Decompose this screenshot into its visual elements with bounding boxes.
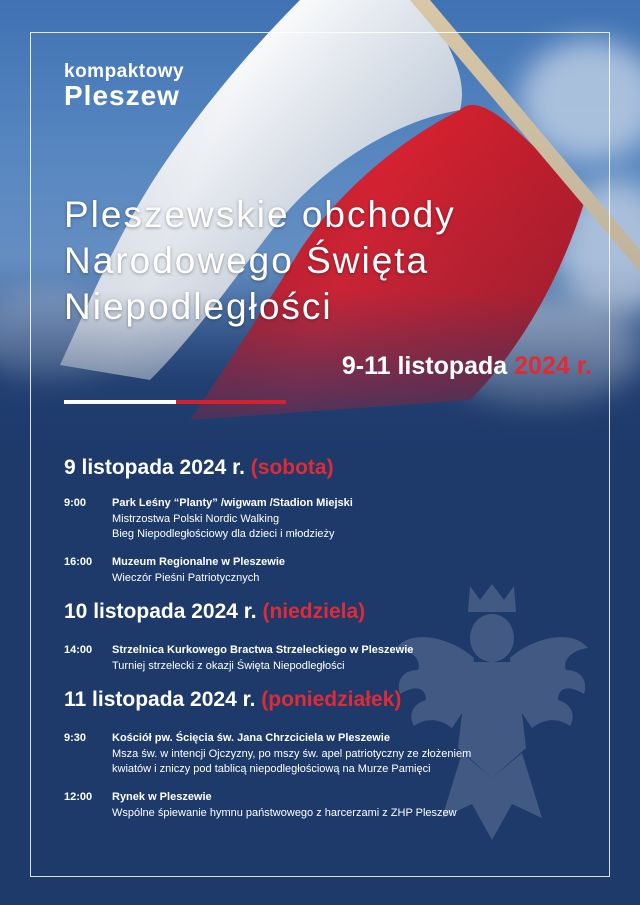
event-description: Mistrzostwa Polski Nordic Walking bbox=[112, 512, 280, 525]
event-time: 12:00 bbox=[64, 791, 93, 803]
event-description: Wieczór Pieśni Patriotycznych bbox=[112, 571, 260, 584]
page-title bbox=[64, 192, 584, 330]
day-heading-1 bbox=[64, 456, 334, 480]
event-place: Strzelnica Kurkowego Bractwa Strzeleckiego w Pleszewie bbox=[112, 644, 414, 656]
day-date: 11 listopada 2024 r. bbox=[64, 688, 262, 711]
event-dates bbox=[342, 352, 592, 381]
day-weekday: (sobota) bbox=[250, 456, 334, 479]
day-heading-3 bbox=[64, 688, 401, 712]
event-description: Msza św. w intencji Ojczyzny, po mszy św. apel patriotyczny ze złożeniem bbox=[112, 747, 472, 760]
event-description: Wspólne śpiewanie hymnu państwowego z harcerzami z ZHP Pleszew bbox=[112, 806, 457, 819]
event-description: kwiatów i zniczy pod tablicą niepodległościową na Murze Pamięci bbox=[112, 763, 431, 775]
day-date: 10 listopada 2024 r. bbox=[64, 600, 263, 623]
event-place: Kościół pw. Ścięcia św. Jana Chrzciciela w Pleszewie bbox=[112, 732, 390, 744]
day-weekday: (poniedziałek) bbox=[261, 688, 402, 711]
day-date: 9 listopada 2024 r. bbox=[64, 456, 251, 479]
event-description: Turniej strzelecki z okazji Święta Niepodległości bbox=[112, 659, 345, 672]
brand-line2: Pleszew bbox=[64, 80, 180, 111]
dates-year: 2024 r. bbox=[514, 352, 592, 380]
dates-main: 9-11 listopada bbox=[341, 352, 515, 380]
title-line-1: Pleszewskie obchody bbox=[64, 194, 456, 235]
event-time: 16:00 bbox=[64, 556, 93, 568]
brand-line1: kompaktowy bbox=[64, 61, 185, 82]
day-heading-2 bbox=[64, 600, 365, 624]
event-time: 9:00 bbox=[64, 497, 87, 509]
title-line-2: Narodowego Święta bbox=[64, 240, 430, 281]
day-weekday: (niedziela) bbox=[262, 600, 366, 623]
event-time: 14:00 bbox=[64, 644, 93, 656]
event-place: Park Leśny “Planty” /wigwam /Stadion Miejski bbox=[112, 497, 353, 509]
title-line-3: Niepodległości bbox=[64, 286, 333, 327]
event-time: 9:30 bbox=[64, 732, 87, 744]
event-description: Bieg Niepodległościowy dla dzieci i młodzieży bbox=[112, 528, 335, 540]
event-place: Muzeum Regionalne w Pleszewie bbox=[112, 556, 285, 568]
divider-red bbox=[176, 400, 286, 404]
brand-logo bbox=[64, 62, 184, 110]
divider-white bbox=[64, 400, 176, 404]
event-place: Rynek w Pleszewie bbox=[112, 791, 212, 803]
